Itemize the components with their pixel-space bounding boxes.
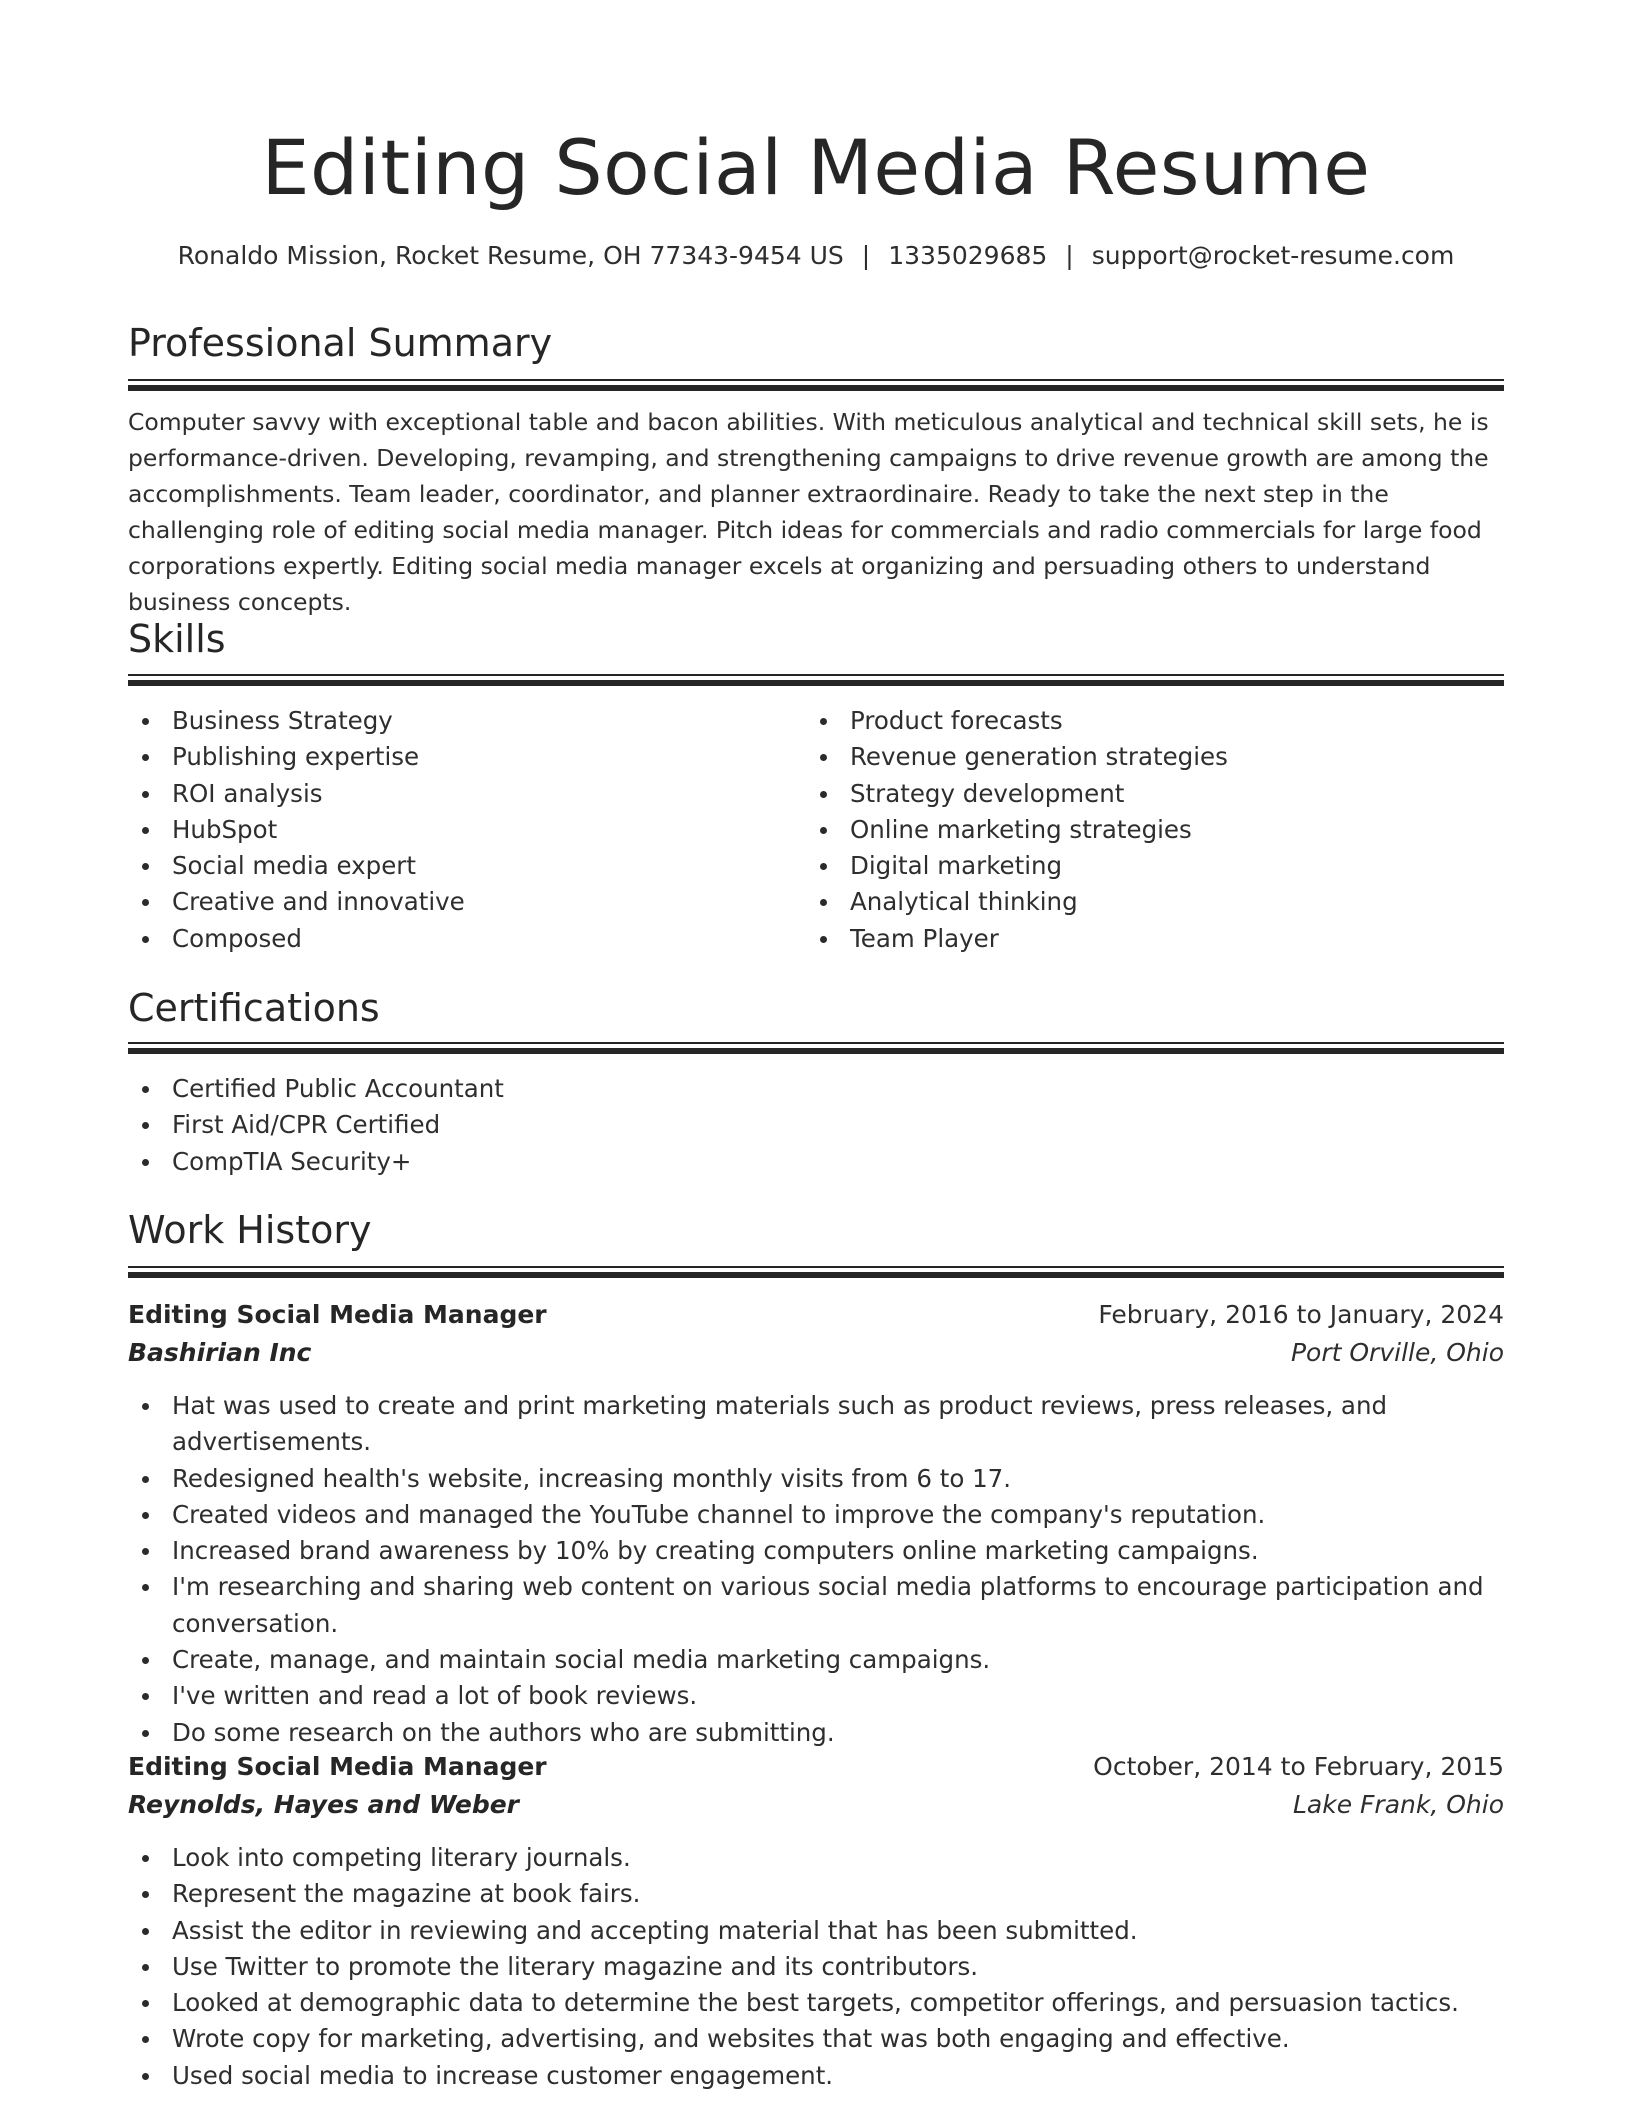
work-history-heading: Work History — [128, 1208, 372, 1252]
list-item: Product forecasts — [806, 703, 1504, 739]
list-item: Look into competing literary journals. — [128, 1840, 1504, 1876]
summary-text: Computer savvy with exceptional table and bacon abilities. With meticulous analytical and technical skill sets, he is performance-driven. Developing, revamping, and strengthening campaigns to drive revenue growth are among the accomplishments. Team leader, coordinator, and planner extraordinaire. Ready to take the next step in the challenging role of editing social media manager. Pitch ideas for commercials and radio commercials for large food corporations expertly. Editing social media manager excels at organizing and persuading others to understand business concepts. — [128, 408, 1489, 616]
skills-column-right — [806, 703, 1504, 957]
list-item: Strategy development — [806, 776, 1504, 812]
contact-phone: 1335029685 — [888, 241, 1048, 270]
contact-address: Ronaldo Mission, Rocket Resume, OH 77343-9454 US — [177, 241, 844, 270]
list-item: Use Twitter to promote the literary magazine and its contributors. — [128, 1949, 1504, 1985]
summary-heading: Professional Summary — [128, 321, 553, 365]
job-dates: February, 2016 to January, 2024 — [1098, 1300, 1504, 1329]
list-item: Certified Public Accountant — [128, 1071, 1504, 1107]
certifications-list — [128, 1071, 1504, 1180]
list-item: I'm researching and sharing web content on various social media platforms to encourage participation and conversation. — [128, 1569, 1504, 1642]
list-item: CompTIA Security+ — [128, 1144, 1504, 1180]
list-item: Social media expert — [128, 848, 788, 884]
list-item: Online marketing strategies — [806, 812, 1504, 848]
job-company: Bashirian Inc — [128, 1338, 312, 1367]
job-bullets — [128, 1388, 1504, 1751]
job-bullets — [128, 1840, 1504, 2094]
section-divider — [128, 1266, 1504, 1276]
list-item: Digital marketing — [806, 848, 1504, 884]
page-title: Editing Social Media Resume — [261, 123, 1371, 212]
list-item: Create, manage, and maintain social media marketing campaigns. — [128, 1642, 1504, 1678]
job-title: Editing Social Media Manager — [128, 1752, 547, 1781]
list-item: Revenue generation strategies — [806, 739, 1504, 775]
list-item: First Aid/CPR Certified — [128, 1107, 1504, 1143]
list-item: Hat was used to create and print marketing materials such as product reviews, press releases, and advertisements. — [128, 1388, 1504, 1461]
job-location: Port Orville, Ohio — [1290, 1338, 1504, 1367]
list-item: I've written and read a lot of book reviews. — [128, 1678, 1504, 1714]
contact-email[interactable]: support@rocket-resume.com — [1091, 241, 1455, 270]
list-item: Do some research on the authors who are submitting. — [128, 1715, 1504, 1751]
section-divider — [128, 674, 1504, 684]
list-item: Analytical thinking — [806, 884, 1504, 920]
skills-heading: Skills — [128, 617, 226, 661]
section-divider — [128, 1042, 1504, 1052]
list-item: Redesigned health's website, increasing monthly visits from 6 to 17. — [128, 1461, 1504, 1497]
list-item: Created videos and managed the YouTube channel to improve the company's reputation. — [128, 1497, 1504, 1533]
list-item: HubSpot — [128, 812, 788, 848]
contact-line — [128, 238, 1504, 274]
list-item: Composed — [128, 921, 788, 957]
list-item: Business Strategy — [128, 703, 788, 739]
section-divider — [128, 379, 1504, 389]
list-item: Increased brand awareness by 10% by creating computers online marketing campaigns. — [128, 1533, 1504, 1569]
job-location: Lake Frank, Ohio — [1292, 1790, 1504, 1819]
list-item: Assist the editor in reviewing and accepting material that has been submitted. — [128, 1913, 1504, 1949]
list-item: Used social media to increase customer engagement. — [128, 2058, 1504, 2094]
list-item: ROI analysis — [128, 776, 788, 812]
list-item: Team Player — [806, 921, 1504, 957]
job-dates: October, 2014 to February, 2015 — [1093, 1752, 1504, 1781]
list-item: Looked at demographic data to determine the best targets, competitor offerings, and persuasion tactics. — [128, 1985, 1504, 2021]
list-item: Creative and innovative — [128, 884, 788, 920]
contact-separator: | — [1065, 241, 1074, 270]
contact-separator: | — [861, 241, 871, 270]
job-title: Editing Social Media Manager — [128, 1300, 547, 1329]
certifications-heading: Certifications — [128, 986, 380, 1030]
list-item: Represent the magazine at book fairs. — [128, 1876, 1504, 1912]
list-item: Wrote copy for marketing, advertising, and websites that was both engaging and effective. — [128, 2021, 1504, 2057]
list-item: Publishing expertise — [128, 739, 788, 775]
job-company: Reynolds, Hayes and Weber — [128, 1790, 520, 1819]
skills-column-left — [128, 703, 788, 957]
